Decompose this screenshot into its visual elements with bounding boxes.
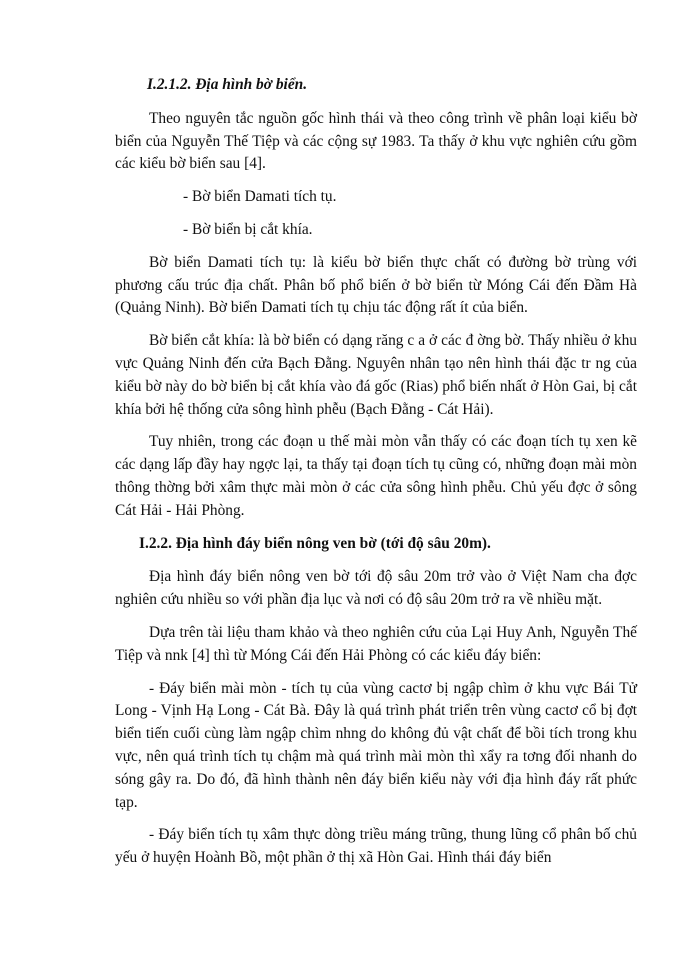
list-item-indented: - Bờ biển bị cắt khía. (183, 220, 313, 238)
paragraph-intro: Theo nguyên tắc nguồn gốc hình thái và theo công trình về phân loại kiểu bờ biển của Nguyễn Thế Tiệp và các cộng sự 1983. Ta thấy ở khu vực nghiên cứu gồm các kiểu bờ biển sau [4]. (115, 109, 637, 173)
paragraph-indented-coast: Bờ biển cắt khía: là bờ biển có dạng răng c a ở các đ ờng bờ. Thấy nhiều ở khu vực Quảng Ninh đến cửa Bạch Đằng. Nguyên nhân tạo nên hình thái đặc tr ng của kiểu bờ này do bờ biển bị cắt khía vào đá gốc (Rias) phổ biến nhất ở Hòn Gai, bị cắt khía bởi hệ thống cửa sông hình phễu (Bạch Đằng - Cát Hải). (115, 332, 637, 418)
section-heading-coastal-topography: I.2.1.2. Địa hình bờ biển. (147, 76, 308, 93)
document-page (115, 74, 637, 880)
paragraph-accumulation-seabed: - Đáy biển tích tụ xâm thực dòng triều máng trũng, thung lũng cổ phân bố chủ yếu ở huyện Hoành Bồ, một phần ở thị xã Hòn Gai. Hình thái đáy biển (115, 826, 637, 867)
paragraph-however: Tuy nhiên, trong các đoạn u thế mài mòn vẫn thấy có các đoạn tích tụ xen kẽ các dạng lấp đầy hay ngợc lại, ta thấy tại đoạn tích tụ cũng có, những đoạn mài mòn thông thờng bởi xâm thực mài mòn ở các cửa sông hình phễu. Chủ yếu đợc ở sông Cát Hải - Hải Phòng. (115, 433, 637, 519)
list-item-damati: - Bờ biển Damati tích tụ. (183, 188, 337, 206)
section-heading-seabed-topography: I.2.2. Địa hình đáy biển nông ven bờ (tới độ sâu 20m). (139, 534, 491, 552)
paragraph-seabed-intro: Địa hình đáy biển nông ven bờ tới độ sâu 20m trở vào ở Việt Nam cha đợc nghiên cứu nhiều so với phần địa lục và nơi có độ sâu 20m trở ra về nhiều mặt. (115, 568, 637, 609)
paragraph-abrasion-seabed: - Đáy biển mài mòn - tích tụ của vùng cactơ bị ngập chìm ở khu vực Bái Tử Long - Vịnh Hạ Long - Cát Bà. Đây là quá trình phát triển trên vùng cactơ cổ bị đợt biển tiến cuối cùng làm ngập chìm nhng do không đủ vật chất để bồi tích trong khu vực, nên quá trình tích tụ chậm mà quá trình mài mòn thì xẩy ra tơng đối nhanh do sóng gây ra. Do đó, đã hình thành nên đáy biển kiểu này với địa hình đáy rất phức tạp. (115, 679, 637, 811)
paragraph-references: Dựa trên tài liệu tham khảo và theo nghiên cứu của Lại Huy Anh, Nguyễn Thế Tiệp và nnk [4] thì từ Móng Cái đến Hải Phòng có các kiểu đáy biển: (115, 623, 637, 664)
paragraph-damati: Bờ biển Damati tích tụ: là kiểu bờ biển thực chất có đường bờ trùng với phương cấu trúc địa chất. Phân bố phổ biến ở bờ biển từ Móng Cái đến Đầm Hà (Quảng Ninh). Bờ biển Damati tích tụ chịu tác động rất ít của biển. (115, 253, 637, 317)
